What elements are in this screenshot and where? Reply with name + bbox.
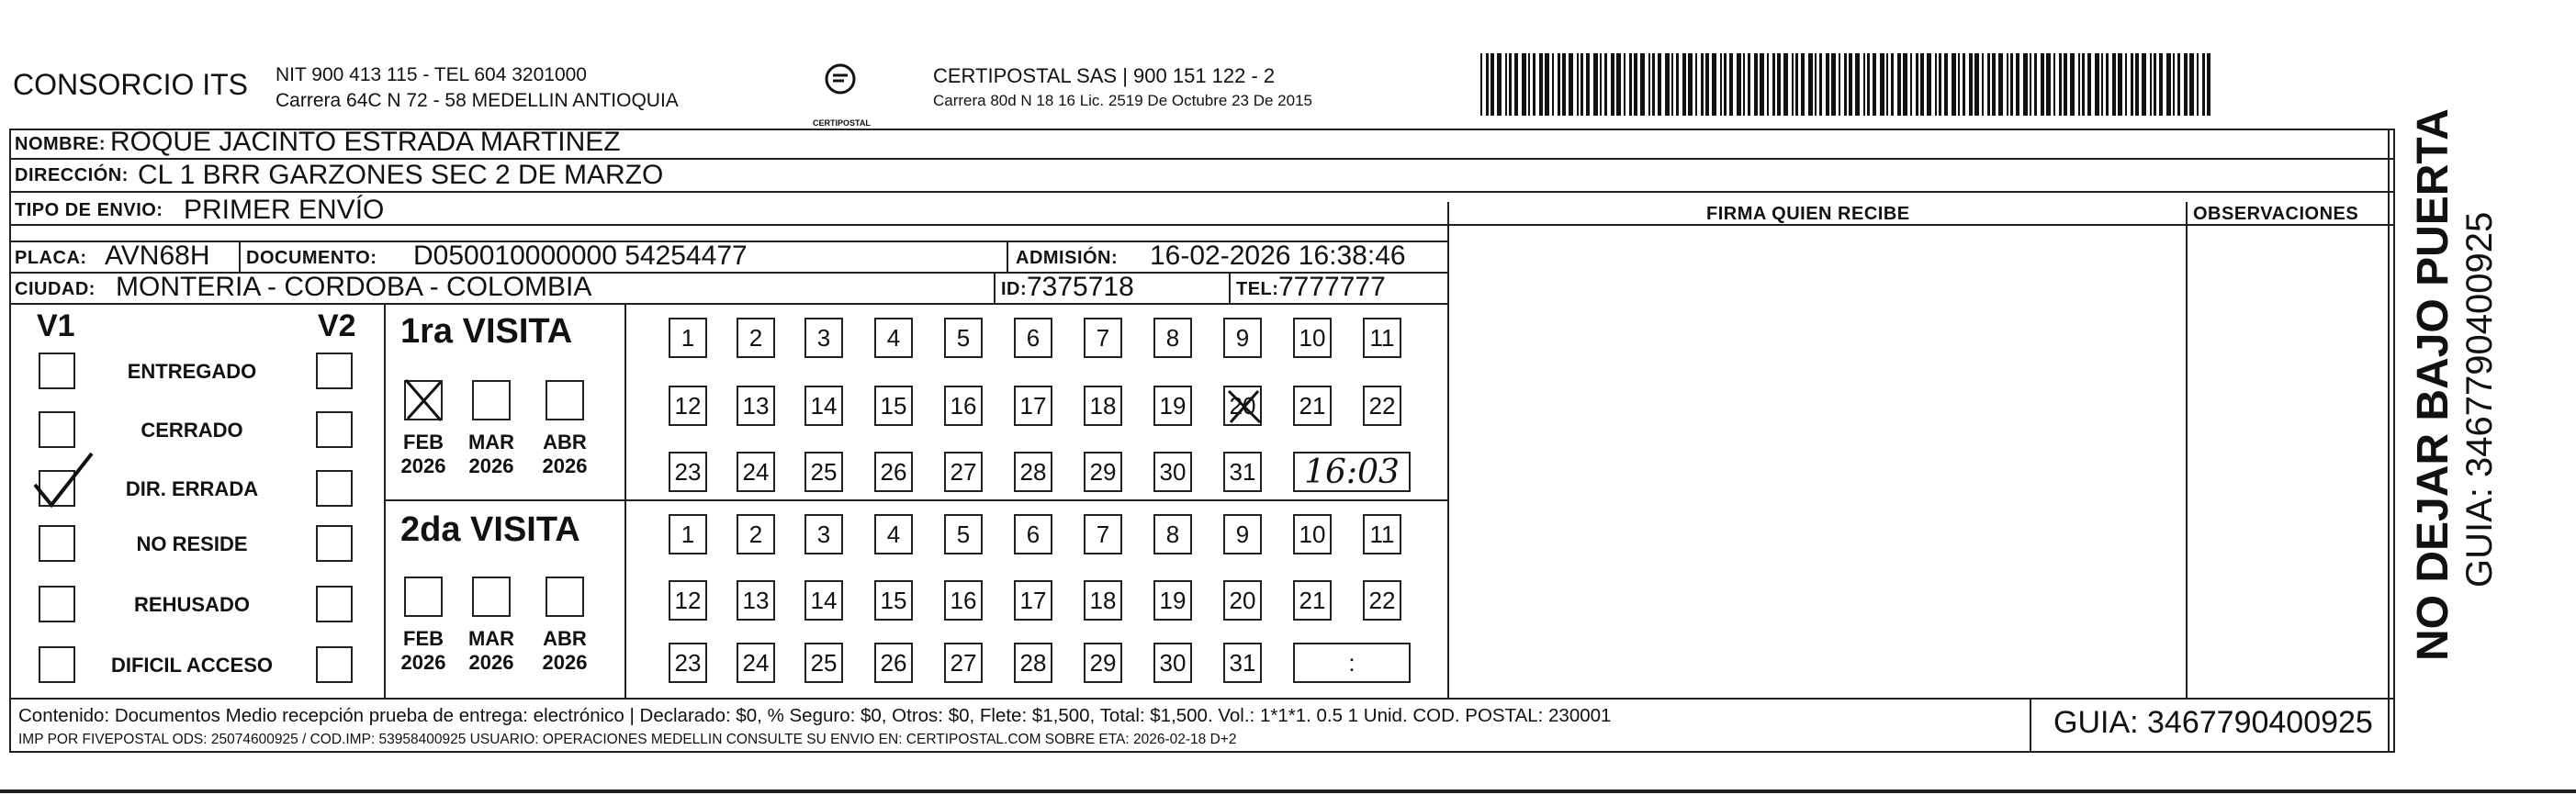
admision-label: ADMISIÓN:	[1016, 248, 1119, 268]
observaciones-label: OBSERVACIONES	[2193, 204, 2359, 224]
month-label: ABR	[543, 627, 587, 650]
nombre-label: NOMBRE:	[15, 134, 107, 154]
day-box[interactable]: 15	[874, 386, 913, 426]
day-box[interactable]: 21	[1293, 386, 1332, 426]
ciudad-label: CIUDAD:	[15, 279, 96, 299]
v2-checkbox[interactable]	[316, 353, 353, 389]
footer-guia: GUIA: 3467790400925	[2053, 705, 2373, 740]
day-box[interactable]: 28	[1014, 643, 1052, 683]
check-mark-icon	[28, 448, 101, 512]
day-box[interactable]: 10	[1293, 514, 1332, 554]
day-box[interactable]: 5	[944, 514, 983, 554]
day-box[interactable]: 13	[737, 386, 775, 426]
day-box[interactable]: 16	[944, 580, 983, 621]
tel-label: TEL:	[1236, 279, 1279, 299]
admision-value: 16-02-2026 16:38:46	[1150, 241, 1406, 271]
v1-checkbox[interactable]	[39, 411, 75, 448]
day-box[interactable]: 1	[669, 318, 707, 358]
month-label: MAR	[467, 431, 515, 453]
month-checkbox[interactable]	[472, 380, 511, 420]
id-value: 7375718	[1027, 272, 1134, 302]
month-checkbox[interactable]	[546, 577, 584, 617]
day-box[interactable]: 23	[669, 643, 707, 683]
v1-checkbox[interactable]	[39, 646, 75, 683]
v1-checkbox[interactable]	[39, 525, 75, 562]
day-box[interactable]: 6	[1014, 514, 1052, 554]
nombre-value: ROQUE JACINTO ESTRADA MARTINEZ	[110, 127, 621, 157]
month-label: FEB	[403, 431, 444, 453]
placa-label: PLACA:	[15, 248, 87, 268]
day-box[interactable]: 29	[1084, 452, 1122, 492]
day-box[interactable]: 19	[1153, 580, 1192, 621]
direccion-value: CL 1 BRR GARZONES SEC 2 DE MARZO	[138, 160, 664, 190]
day-box[interactable]: 10	[1293, 318, 1332, 358]
day-box[interactable]: 17	[1014, 580, 1052, 621]
year-label: 2026	[400, 651, 446, 674]
day-box[interactable]: 18	[1084, 386, 1122, 426]
day-box[interactable]: 31	[1223, 452, 1262, 492]
day-box[interactable]: 24	[737, 452, 775, 492]
day-box[interactable]: 9	[1223, 318, 1262, 358]
documento-label: DOCUMENTO:	[246, 248, 377, 268]
v2-checkbox[interactable]	[316, 646, 353, 683]
second-visit-time[interactable]: :	[1293, 643, 1411, 683]
month-label: ABR	[543, 431, 587, 453]
day-box[interactable]: 29	[1084, 643, 1122, 683]
first-visit-time[interactable]: 16:03	[1293, 452, 1411, 492]
day-box[interactable]: 24	[737, 643, 775, 683]
footer-system-line: IMP POR FIVEPOSTAL ODS: 25074600925 / COD.IMP: 53958400925 USUARIO: OPERACIONES MEDELLIN CONSULTE SU ENVIO EN: CERTIPOSTAL.COM SOBRE ETA: 2026-02-18 D+2	[18, 732, 1237, 747]
day-box[interactable]: 6	[1014, 318, 1052, 358]
status-label: REHUSADO	[134, 593, 250, 616]
v2-checkbox[interactable]	[316, 470, 353, 507]
barcode	[1480, 53, 2215, 119]
tel-value: 7777777	[1278, 272, 1386, 302]
day-box[interactable]: 2	[737, 318, 775, 358]
ciudad-value: MONTERIA - CORDOBA - COLOMBIA	[116, 272, 592, 302]
id-label: ID:	[1001, 279, 1028, 299]
day-box[interactable]: 27	[944, 452, 983, 492]
month-checkbox[interactable]	[404, 577, 443, 617]
year-label: 2026	[542, 454, 588, 477]
day-box[interactable]: 4	[874, 514, 913, 554]
status-label: DIR. ERRADA	[125, 477, 259, 500]
day-box[interactable]: 26	[874, 452, 913, 492]
tipo-label: TIPO DE ENVIO:	[15, 200, 163, 220]
day-box[interactable]: 30	[1153, 643, 1192, 683]
tipo-value: PRIMER ENVÍO	[184, 195, 385, 225]
day-box[interactable]: 30	[1153, 452, 1192, 492]
x-mark-icon	[1221, 384, 1267, 430]
month-checkbox[interactable]	[472, 577, 511, 617]
month-label: MAR	[467, 627, 515, 650]
day-box[interactable]: 7	[1084, 514, 1122, 554]
day-box[interactable]: 8	[1153, 514, 1192, 554]
day-box[interactable]: 20	[1223, 580, 1262, 621]
status-label: ENTREGADO	[127, 360, 257, 383]
year-label: 2026	[542, 651, 588, 674]
day-box[interactable]: 20	[1223, 386, 1262, 426]
v1-checkbox[interactable]	[39, 586, 75, 622]
day-box[interactable]: 27	[944, 643, 983, 683]
first-visit-title: 1ra VISITA	[400, 312, 573, 351]
day-box[interactable]: 25	[804, 452, 843, 492]
status-label: CERRADO	[141, 419, 243, 442]
day-box[interactable]: 26	[874, 643, 913, 683]
status-label: DIFICIL ACCESO	[110, 654, 273, 677]
day-box[interactable]: 13	[737, 580, 775, 621]
year-label: 2026	[468, 454, 514, 477]
day-box[interactable]: 14	[804, 580, 843, 621]
day-box[interactable]: 22	[1363, 386, 1401, 426]
day-box[interactable]: 11	[1363, 514, 1401, 554]
day-box[interactable]: 12	[669, 386, 707, 426]
v1-checkbox[interactable]	[39, 353, 75, 389]
side-guia: GUIA: 3467790400925	[2459, 211, 2500, 588]
certipostal-name: CERTIPOSTAL SAS | 900 151 122 - 2	[933, 64, 1276, 87]
day-box[interactable]: 15	[874, 580, 913, 621]
day-box[interactable]: 7	[1084, 318, 1122, 358]
day-box[interactable]: 3	[804, 514, 843, 554]
day-box[interactable]: 21	[1293, 580, 1332, 621]
day-box[interactable]: 28	[1014, 452, 1052, 492]
day-box[interactable]: 31	[1223, 643, 1262, 683]
day-box[interactable]: 4	[874, 318, 913, 358]
day-box[interactable]: 1	[669, 514, 707, 554]
certipostal-logo: CERTIPOSTAL	[813, 62, 868, 114]
day-box[interactable]: 14	[804, 386, 843, 426]
company-address: Carrera 64C N 72 - 58 MEDELLIN ANTIOQUIA	[276, 90, 679, 111]
v2-label: V2	[318, 308, 356, 343]
day-box[interactable]: 9	[1223, 514, 1262, 554]
x-mark-icon	[400, 376, 446, 424]
documento-value: D050010000000 54254477	[413, 241, 748, 271]
day-box[interactable]: 18	[1084, 580, 1122, 621]
footer-contents: Contenido: Documentos Medio recepción prueba de entrega: electrónico | Declarado: $0, % Seguro: $0, Otros: $0, Flete: $1,500, Total: $1,500. Vol.: 1*1*1. 0.5 1 Unid. COD. POSTAL: 230001	[18, 705, 1612, 726]
status-label: NO RESIDE	[136, 532, 248, 555]
month-checkbox[interactable]	[546, 380, 584, 420]
day-box[interactable]: 22	[1363, 580, 1401, 621]
day-box[interactable]: 16	[944, 386, 983, 426]
company-nit: NIT 900 413 115 - TEL 604 3201000	[276, 64, 587, 85]
side-warning: NO DEJAR BAJO PUERTA	[2409, 108, 2458, 661]
day-box[interactable]: 3	[804, 318, 843, 358]
v2-checkbox[interactable]	[316, 525, 353, 562]
day-box[interactable]: 5	[944, 318, 983, 358]
direccion-label: DIRECCIÓN:	[15, 165, 129, 185]
day-box[interactable]: 12	[669, 580, 707, 621]
year-label: 2026	[468, 651, 514, 674]
day-box[interactable]: 8	[1153, 318, 1192, 358]
day-box[interactable]: 25	[804, 643, 843, 683]
day-box[interactable]: 23	[669, 452, 707, 492]
year-label: 2026	[400, 454, 446, 477]
v2-checkbox[interactable]	[316, 411, 353, 448]
firma-label: FIRMA QUIEN RECIBE	[1706, 204, 1910, 224]
v2-checkbox[interactable]	[316, 586, 353, 622]
month-label: FEB	[403, 627, 444, 650]
day-box[interactable]: 17	[1014, 386, 1052, 426]
certipostal-address: Carrera 80d N 18 16 Lic. 2519 De Octubre 23 De 2015	[933, 92, 1312, 109]
second-visit-title: 2da VISITA	[400, 510, 580, 549]
v1-label: V1	[37, 308, 75, 343]
day-box[interactable]: 2	[737, 514, 775, 554]
company-name: CONSORCIO ITS	[13, 68, 249, 101]
placa-value: AVN68H	[105, 241, 210, 271]
day-box[interactable]: 11	[1363, 318, 1401, 358]
day-box[interactable]: 19	[1153, 386, 1192, 426]
